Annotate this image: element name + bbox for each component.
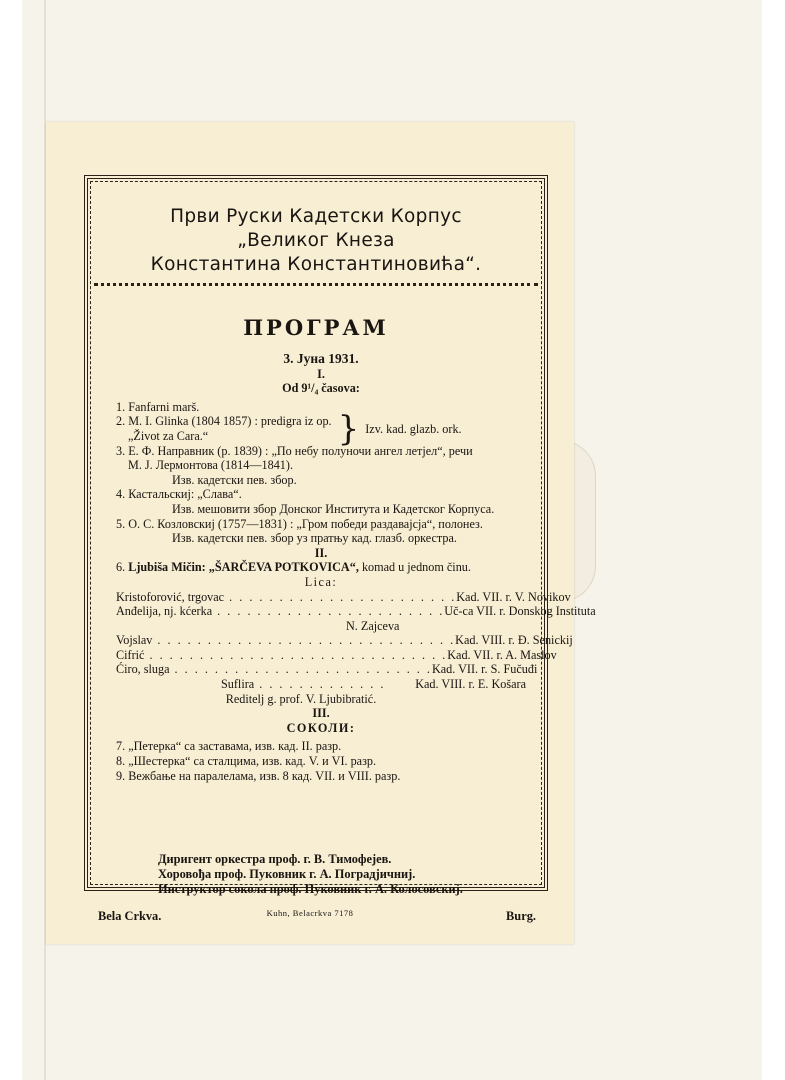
list-item: 5. О. С. Козловскиј (1757—1831) : „Гром победи раздавајсја“, полонез. xyxy=(116,516,483,531)
glinka-block xyxy=(116,408,526,449)
leader-dots: . . . . . . . . . . . . . . . . . . . . . . . xyxy=(224,589,457,604)
credits xyxy=(158,852,463,897)
brace-glyph: } xyxy=(337,408,360,449)
table-row xyxy=(116,604,596,619)
leader-dots: . . . . . . . . . . . . . . . . . . . . . . . . . . . . . . xyxy=(152,633,456,648)
part-1-numeral: I. xyxy=(317,366,325,381)
cast-list xyxy=(116,589,596,707)
header-divider xyxy=(94,283,538,286)
conductor-credit: Диригент оркестра проф. г. В. Тимофејев. xyxy=(158,852,392,866)
role-name: Vojslav xyxy=(116,633,153,648)
actor-name: Kad. VIII. r. Đ. Senickij xyxy=(455,633,573,648)
part-2-numeral: II. xyxy=(314,545,328,560)
actor-name: Kad. VII. r. V. Novikov xyxy=(456,589,571,604)
leader-dots: . . . . . . . . . . . . . xyxy=(254,677,386,692)
list-item: 1. Fanfarni marš. xyxy=(116,399,200,414)
leader-dots: . . . . . . . . . . . . . . . . . . . . . . . xyxy=(212,604,445,619)
footer-venue: Burg. xyxy=(506,909,536,923)
list-item: Изв. мешовити збор Донског Института и Кадетског Корпуса. xyxy=(172,501,495,516)
part-1-time: Od 9¹/₄ časova: xyxy=(282,381,360,396)
sokol-instructor-credit: Инструктор сокола проф. Пуковник г. А. Колосовскиј. xyxy=(158,882,463,896)
role-name: Cifrić xyxy=(116,647,145,662)
choirmaster-credit: Хоровођа проф. Пуковник г. А. Поградјичниј. xyxy=(158,867,416,881)
performer-note: Izv. kad. glazb. ork. xyxy=(365,421,462,436)
actor-name: Kad. VII. r. S. Fučuđi xyxy=(431,662,538,677)
table-row xyxy=(116,589,571,605)
corps-header xyxy=(88,205,544,277)
actor-name: Uč-ca VII. r. Donskog Instituta xyxy=(444,604,596,619)
play-line xyxy=(116,560,526,575)
part-3-list xyxy=(116,739,526,783)
header-line-3: Константина Константиновића“. xyxy=(150,254,482,275)
play-suffix: komad u jednom činu. xyxy=(361,560,471,575)
role-name: Kristoforović, trgovac xyxy=(116,589,225,604)
list-item: 4. Кастальскиј: „Слава“. xyxy=(116,487,242,502)
list-item: Изв. кадетски пев. збор. xyxy=(172,472,297,487)
table-row xyxy=(116,662,538,677)
header-line-1: Први Руски Кадетски Корпус xyxy=(170,206,462,227)
table-row xyxy=(116,677,526,692)
table-row xyxy=(116,619,526,634)
cast-heading: Lica: xyxy=(304,574,338,589)
list-item: „Život za Cara.“ xyxy=(128,428,209,443)
role-name: Anđelija, nj. kćerka xyxy=(116,604,213,619)
play-number: 6. xyxy=(116,560,126,575)
table-row xyxy=(116,647,557,663)
part-3-heading: СОКОЛИ: xyxy=(286,720,356,735)
printer-imprint: Kuhn, Belacrkva 7178 xyxy=(266,908,354,918)
list-item: Изв. кадетски пев. збор уз пратњу кад. глазб. оркестра. xyxy=(172,531,457,546)
list-item: 8. „Шестерка“ са сталцима, изв. кад. V. и VI. разр. xyxy=(116,754,377,769)
part-1-list xyxy=(116,400,526,546)
role-name xyxy=(116,619,316,634)
part-3-numeral: III. xyxy=(312,706,330,721)
actor-name: Kad. VIII. r. E. Košara xyxy=(415,677,526,692)
list-item: М. Ј. Лермонтова (1814—1841). xyxy=(128,458,294,473)
role-name: Suflira xyxy=(221,677,255,692)
leader-dots: . . . . . . . . . . . . . . . . . . . . . . . . . . . . . . xyxy=(144,647,448,662)
director-line: Reditelj g. prof. V. Ljubibratić. xyxy=(225,691,377,706)
table-row xyxy=(116,633,573,648)
program-date: 3. Јуна 1931. xyxy=(283,351,359,366)
list-item: 9. Вежбање на паралелама, изв. 8 кад. VII. и VIII. разр. xyxy=(116,768,401,783)
list-item: 7. „Петерка“ са заставама, изв. кад. II. разр. xyxy=(116,739,342,754)
page-title: ПРОГРАМ xyxy=(243,315,389,340)
leader-dots: . . . . . . . . . . . . . . . . . . . . . . . . . . xyxy=(169,662,432,677)
actor-name: Kad. VII. r. A. Maslov xyxy=(447,647,557,662)
play-title: Ljubiša Mičin: „ŠARČEVA POTKOVICA“, xyxy=(128,560,359,575)
program-sheet xyxy=(46,122,596,944)
footer-place: Bela Crkva. xyxy=(98,909,162,923)
list-item: 2. M. I. Glinka (1804 1857) : predigra iz op. xyxy=(116,414,332,429)
header-line-2: „Великог Кнеза xyxy=(237,230,395,251)
list-item: 3. E. Ф. Направник (р. 1839) : „По небу полуночи ангел летјел“, речи xyxy=(116,443,473,458)
program-content xyxy=(116,351,596,783)
role-name: Ćiro, sluga xyxy=(116,662,170,677)
actor-name: N. Zajceva xyxy=(346,618,400,633)
